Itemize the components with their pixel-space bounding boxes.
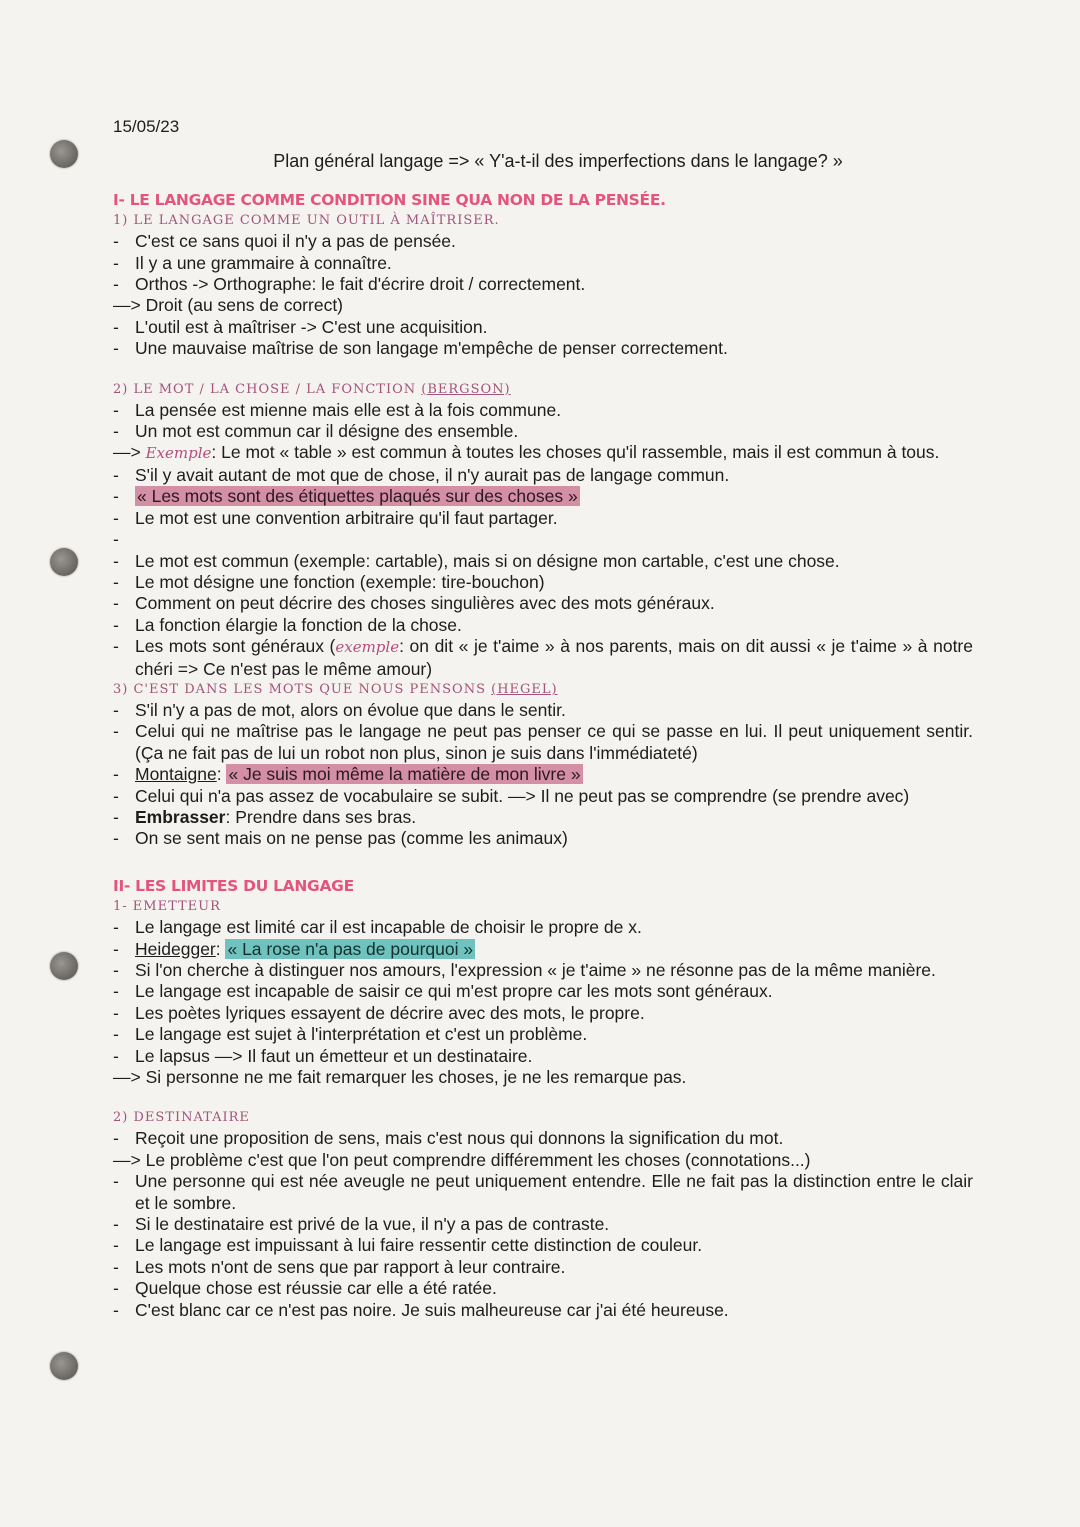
section-title: 2) LE MOT / LA CHOSE / LA FONCTION [113,381,417,397]
binder-hole [50,1352,78,1380]
list-item: - Les mots n'ont de sens que par rapport à leur contraire. [113,1257,973,1278]
section-title: 3) C'EST DANS LES MOTS QUE NOUS PENSONS [113,681,486,697]
list-item: - Les poètes lyriques essayent de décrire avec des mots, le propre. [113,1003,973,1024]
list-item: - Le mot désigne une fonction (exemple: tire-bouchon) [113,572,973,593]
list-item: - Le lapsus —> Il faut un émetteur et un destinataire. [113,1046,973,1067]
list-item: - S'il n'y a pas de mot, alors on évolue que dans le sentir. [113,700,973,721]
list-item: - Le langage est impuissant à lui faire ressentir cette distinction de couleur. [113,1235,973,1256]
date: 15/05/23 [113,117,180,136]
quote-item: - Heidegger: « La rose n'a pas de pourquoi » [113,939,973,960]
list-item: - Le mot est une convention arbitraire qu'il faut partager. [113,508,973,529]
part2-s1-list [113,917,973,1088]
empty-item [113,529,973,550]
list-item: - Le mot est commun (exemple: cartable), mais si on désigne mon cartable, c'est une chose. [113,551,973,572]
list-item: - Une personne qui est née aveugle ne peut uniquement entendre. Elle ne fait pas la distinction entre le clair et le sombre. [113,1171,973,1214]
arrow-item: —> Si personne ne me fait remarquer les choses, je ne les remarque pas. [113,1067,687,1088]
arrow-item: —> Le problème c'est que l'on peut comprendre différemment les choses (connotations...) [113,1149,811,1170]
list-item: - Quelque chose est réussie car elle a été ratée. [113,1278,973,1299]
author-name: Heidegger [135,938,216,959]
list-item: - Celui qui n'a pas assez de vocabulaire se subit. —> Il ne peut pas se comprendre (se prendre avec) [113,786,973,807]
binder-hole [50,548,78,576]
part1-s2-heading [113,380,973,400]
arrow-item: —> Droit (au sens de correct) [113,295,344,316]
quote-item: - Montaigne: « Je suis moi même la matière de mon livre » [113,764,973,785]
arrow-prefix: —> [113,442,141,463]
highlighted-quote: « Je suis moi même la matière de mon livre » [228,764,581,785]
example-text: : Le mot « table » est commun à toutes les choses qu'il rassemble, mais il est commun à tous. [211,442,940,463]
list-item: - Une mauvaise maîtrise de son langage m'empêche de penser correctement. [113,338,973,359]
list-item [113,636,973,680]
part2-s2-heading: 2) DESTINATAIRE [113,1110,250,1126]
list-item: - Un mot est commun car il désigne des ensemble. [113,421,973,442]
binder-hole [50,952,78,980]
part2-s1-heading: 1- EMETTEUR [113,899,221,915]
list-item: - Si l'on cherche à distinguer nos amours, l'expression « je t'aime » ne résonne pas de la même manière. [113,960,973,981]
example-item [113,442,973,464]
part1-s2-list [113,400,973,680]
list-item: - Orthos -> Orthographe: le fait d'écrire droit / correctement. [113,274,973,295]
term: Embrasser [135,806,226,827]
list-item: - Le langage est incapable de saisir ce qui m'est propre car les mots sont généraux. [113,981,973,1002]
part1-s3-list [113,700,973,850]
example-label: exemple [335,638,400,657]
list-item: - Reçoit une proposition de sens, mais c'est nous qui donnons la signification du mot. [113,1128,973,1149]
quote-item [113,486,973,507]
highlighted-quote: « Les mots sont des étiquettes plaqués sur des choses » [137,486,578,507]
author-name: Montaigne [135,764,217,785]
definition: : Prendre dans ses bras. [225,806,417,827]
list-item: - La pensée est mienne mais elle est à la fois commune. [113,400,973,421]
part1-s1-list [113,231,973,359]
definition-item [113,807,973,828]
example-label: Exemple [145,444,212,463]
page-title: Plan général langage => « Y'a-t-il des imperfections dans le langage? » [273,151,843,172]
list-item: - S'il y avait autant de mot que de chose, il n'y aurait pas de langage commun. [113,465,973,486]
list-item: - Le langage est limité car il est incapable de choisir le propre de x. [113,917,973,938]
part1-heading: I- LE LANGAGE COMME CONDITION SINE QUA NON DE LA PENSÉE. [113,190,666,209]
part2-heading: II- LES LIMITES DU LANGAGE [113,876,354,895]
list-item: - Comment on peut décrire des choses singulières avec des mots généraux. [113,593,973,614]
highlighted-quote: « La rose n'a pas de pourquoi » [227,938,474,959]
list-item: - On se sent mais on ne pense pas (comme les animaux) [113,828,973,849]
part1-s1-heading: 1) LE LANGAGE COMME UN OUTIL À MAÎTRISER. [113,213,500,229]
list-item: - C'est blanc car ce n'est pas noire. Je suis malheureuse car j'ai été heureuse. [113,1300,973,1321]
text-part: Les mots sont généraux ( [135,636,336,657]
text-part: : on dit « je t'aime » à nos parents, mais on dit aussi « je t'aime » à notre chéri => Ce n'est pas le même amour) [135,636,973,679]
author-ref: (HEGEL) [491,681,558,697]
part1-s3-heading [113,680,973,700]
list-item: - Si le destinataire est privé de la vue, il n'y a pas de contraste. [113,1214,973,1235]
list-item: - C'est ce sans quoi il n'y a pas de pensée. [113,231,973,252]
list-item: - Le langage est sujet à l'interprétation et c'est un problème. [113,1024,973,1045]
author-ref: (BERGSON) [421,381,511,397]
list-item: - Il y a une grammaire à connaître. [113,253,973,274]
part2-s2-list [113,1128,973,1321]
list-item: - L'outil est à maîtriser -> C'est une acquisition. [113,317,973,338]
notes-content [113,116,973,1321]
binder-hole [50,140,78,168]
list-item: - La fonction élargie la fonction de la chose. [113,615,973,636]
list-item: - Celui qui ne maîtrise pas le langage ne peut pas penser ce qui se passe en lui. Il peut uniquement sentir. (Ça ne fait pas de lui un robot non plus, sinon je suis dans l'immédiateté) [113,721,973,764]
